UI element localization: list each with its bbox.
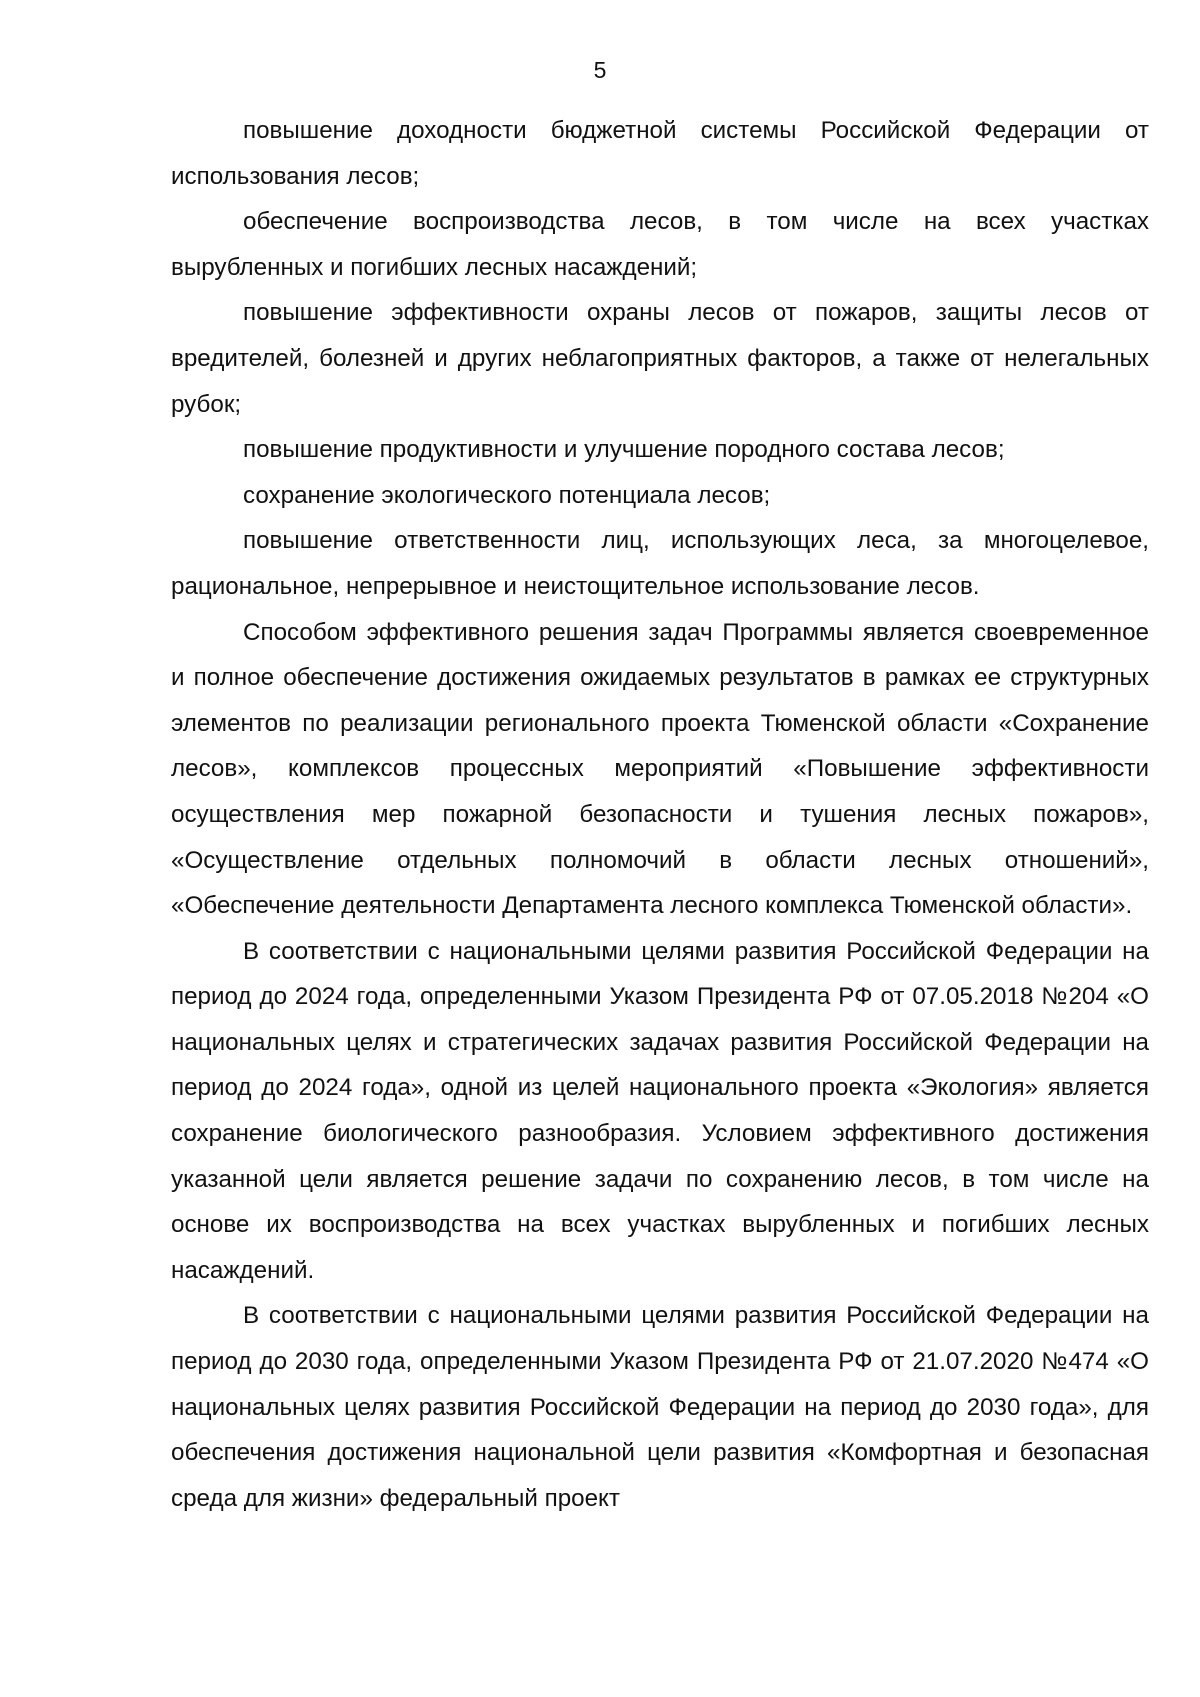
paragraph-forest-reproduction: обеспечение воспроизводства лесов, в том числе на всех участках вырубленных и погибших лесных насаждений; (171, 208, 1149, 281)
paragraph-national-goals-2030: В соответствии с национальными целями развития Российской Федерации на период до 2030 года, определенными Указом Президента РФ от 21.07.2020 №474 «О национальных целях развития Российской Федерации на период до 2030 года», для обеспечения достижения национальной цели развития «Комфортная и безопасная среда для жизни» федеральный проект (171, 1302, 1149, 1512)
paragraph-forest-protection: повышение эффективности охраны лесов от пожаров, защиты лесов от вредителей, болезней и других неблагоприятных факторов, а также от нелегальных рубок; (171, 299, 1149, 418)
page-number: 5 (593, 57, 607, 83)
paragraph-national-goals-2024: В соответствии с национальными целями развития Российской Федерации на период до 2024 года, определенными Указом Президента РФ от 07.05.2018 №204 «О национальных целях и стратегических задачах развития Российской Федерации на период до 2024 года», одной из целей национального проекта «Экология» является сохранение биологического разнообразия. Условием эффективного достижения указанной цели является решение задачи по сохранению лесов, в том числе на основе их воспроизводства на всех участках вырубленных и погибших лесных насаждений. (171, 937, 1149, 1284)
paragraph-program-method: Способом эффективного решения задач Программы является своевременное и полное обеспечение достижения ожидаемых результатов в рамках ее структурных элементов по реализации регионального проекта Тюменской области «Сохранение лесов», комплексов процессных мероприятий «Повышение эффективности осуществления мер пожарной безопасности и тушения лесных пожаров», «Осуществление отдельных полномочий в области лесных отношений», «Обеспечение деятельности Департамента лесного комплекса Тюменской области». (171, 618, 1149, 920)
paragraph-responsibility: повышение ответственности лиц, использующих леса, за многоцелевое, рациональное, непрерывное и неистощительное использование лесов. (171, 527, 1149, 600)
paragraph-budget-income: повышение доходности бюджетной системы Российской Федерации от использования лесов; (171, 117, 1149, 190)
paragraph-ecological-potential: сохранение экологического потенциала лесов; (243, 481, 771, 509)
paragraph-productivity: повышение продуктивности и улучшение породного состава лесов; (243, 436, 1005, 464)
document-body (171, 108, 1149, 1521)
